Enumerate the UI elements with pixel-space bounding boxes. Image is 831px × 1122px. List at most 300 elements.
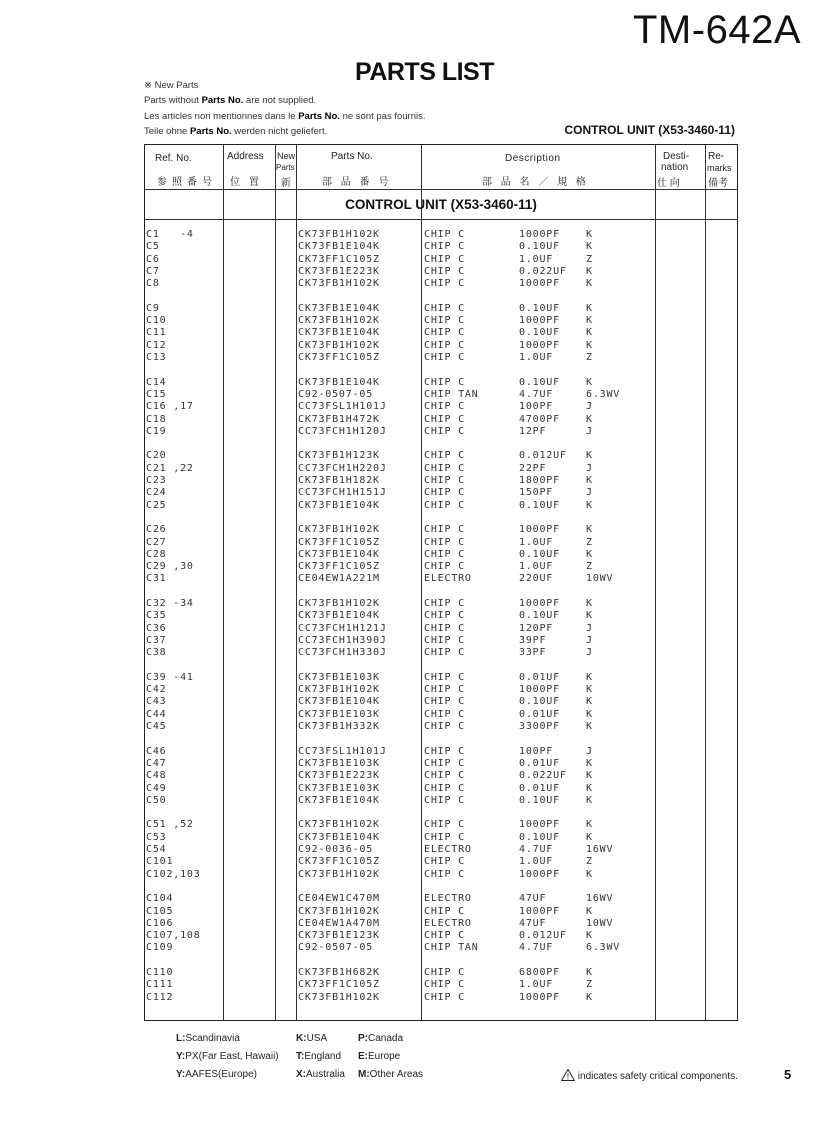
page-number: 5 xyxy=(784,1067,792,1082)
value: 22PF xyxy=(519,462,547,474)
value: 1.0UF xyxy=(519,561,554,573)
ref-no: C107,108 xyxy=(146,930,201,942)
parts-no: CK73FF1C105Z xyxy=(298,536,380,548)
header-remarks: Re- xyxy=(708,151,725,162)
tolerance: J xyxy=(586,462,593,474)
description: CHIP C xyxy=(424,930,465,942)
value: 100PF xyxy=(519,401,554,413)
parts-no: C92-0036-05 xyxy=(298,844,374,855)
value: 220UF xyxy=(519,573,554,585)
col-line-dest xyxy=(655,145,656,1020)
description: CHIP C xyxy=(424,967,465,978)
value: 47UF xyxy=(519,917,547,929)
tolerance: J xyxy=(586,745,593,757)
parts-no: CC73FCH1H120J xyxy=(298,425,387,437)
tolerance: K xyxy=(586,475,593,486)
description: CHIP C xyxy=(424,770,465,782)
ref-no: C11 xyxy=(146,327,167,339)
ref-no: C53 xyxy=(146,831,167,843)
value: 0.01UF xyxy=(519,671,560,683)
ref-no: C18 xyxy=(146,413,167,425)
ref-no: C20 xyxy=(146,450,167,462)
value: 4.7UF xyxy=(519,388,554,400)
header-remarks-2: marks xyxy=(707,163,732,173)
ref-no: C104 xyxy=(146,893,174,905)
header-remarks-jp: 備考 xyxy=(708,178,728,189)
tolerance: K xyxy=(586,819,593,831)
description: CHIP C xyxy=(424,671,465,683)
section-divider xyxy=(145,219,737,220)
tolerance: Z xyxy=(586,253,593,265)
value: 0.01UF xyxy=(519,782,560,794)
value: 1.0UF xyxy=(519,352,554,363)
tolerance: K xyxy=(586,721,593,732)
value: 0.10UF xyxy=(519,696,560,708)
tolerance: K xyxy=(586,229,593,240)
tolerance: K xyxy=(586,265,593,277)
header-destination: Desti- xyxy=(663,151,690,162)
parts-no: CK73FB1H102K xyxy=(298,905,380,917)
tolerance: 10WV xyxy=(586,917,614,929)
parts-no: CK73FB1E104K xyxy=(298,831,380,843)
header-address: Address xyxy=(227,151,264,162)
tolerance: Z xyxy=(586,536,593,548)
ref-no: C29 ,30 xyxy=(146,561,194,573)
ref-no: C6 xyxy=(146,253,160,265)
tolerance: K xyxy=(586,684,593,696)
section-title: CONTROL UNIT (X53-3460-11) xyxy=(345,197,537,212)
description: CHIP C xyxy=(424,757,465,769)
value: 0.10UF xyxy=(519,831,560,843)
ref-no: C10 xyxy=(146,315,167,327)
legend-item: Y:PX(Far East, Hawaii) xyxy=(176,1051,279,1062)
description: ELECTRO xyxy=(424,573,472,585)
tolerance: K xyxy=(586,450,593,462)
value: 1000PF xyxy=(519,315,560,327)
value: 1000PF xyxy=(519,905,560,917)
legend-item: M:Other Areas xyxy=(358,1069,424,1080)
col-line-desc xyxy=(421,145,422,1020)
parts-no: CK73FB1H102K xyxy=(298,524,380,536)
header-address-jp: 位 置 xyxy=(230,177,262,188)
parts-no: CK73FB1H682K xyxy=(298,967,380,978)
tolerance: Z xyxy=(586,979,593,991)
description: CHIP C xyxy=(424,536,465,548)
value: 0.022UF xyxy=(519,265,567,277)
description: CHIP C xyxy=(424,684,465,696)
value: 33PF xyxy=(519,647,547,659)
description: CHIP C xyxy=(424,696,465,708)
col-line-partsno xyxy=(296,145,297,1020)
parts-no: CK73FB1E104K xyxy=(298,794,380,806)
description: CHIP C xyxy=(424,721,465,732)
page-title: PARTS LIST xyxy=(355,58,494,86)
ref-no: C1 -4 xyxy=(146,229,194,240)
description: CHIP C xyxy=(424,610,465,622)
description: CHIP C xyxy=(424,413,465,425)
value: 0.10UF xyxy=(519,610,560,622)
description: CHIP C xyxy=(424,499,465,511)
ref-no: C9 xyxy=(146,302,160,314)
value: 1000PF xyxy=(519,684,560,696)
tolerance: K xyxy=(586,278,593,290)
parts-no: CK73FB1E103K xyxy=(298,708,380,720)
value: 4700PF xyxy=(519,413,560,425)
ref-no: C14 xyxy=(146,376,167,388)
header-new: New xyxy=(277,151,296,161)
description: CHIP C xyxy=(424,991,465,1003)
ref-no: C50 xyxy=(146,794,167,806)
description: CHIP C xyxy=(424,376,465,388)
description: CHIP C xyxy=(424,302,465,314)
ref-no: C51 ,52 xyxy=(146,819,194,831)
value: 12PF xyxy=(519,425,547,437)
description: CHIP C xyxy=(424,794,465,806)
tolerance: K xyxy=(586,671,593,683)
value: 1000PF xyxy=(519,991,560,1003)
ref-no: C36 xyxy=(146,622,167,634)
parts-no: CK73FB1E223K xyxy=(298,770,380,782)
tolerance: J xyxy=(586,634,593,646)
value: 1.0UF xyxy=(519,856,554,868)
note-german: Teile ohne Parts No. werden nicht geliefert. xyxy=(144,125,328,137)
ref-no: C16 ,17 xyxy=(146,401,194,413)
tolerance: K xyxy=(586,930,593,942)
tolerance: K xyxy=(586,315,593,327)
ref-no: C49 xyxy=(146,782,167,794)
parts-no: CE04EW1A221M xyxy=(298,573,380,585)
ref-no: C25 xyxy=(146,499,167,511)
ref-no: C112 xyxy=(146,991,174,1003)
note-english: Parts without Parts No. are not supplied. xyxy=(144,95,317,107)
value: 0.10UF xyxy=(519,302,560,314)
ref-no: C106 xyxy=(146,917,174,929)
ref-no: C26 xyxy=(146,524,167,536)
description: ELECTRO xyxy=(424,844,472,855)
parts-no: CK73FB1E104K xyxy=(298,610,380,622)
ref-no: C31 xyxy=(146,573,167,585)
note-french: Les articles non mentionnes dans le Parts No. ne sont pas fournis. xyxy=(144,110,426,122)
tolerance: K xyxy=(586,757,593,769)
ref-no: C21 ,22 xyxy=(146,462,194,474)
value: 0.01UF xyxy=(519,708,560,720)
tolerance: 6.3WV xyxy=(586,388,621,400)
ref-no: C54 xyxy=(146,844,167,855)
model-number: TM-642A xyxy=(633,8,801,52)
value: 4.7UF xyxy=(519,942,554,954)
header-destination-jp: 仕 向 xyxy=(657,178,680,189)
ref-no: C46 xyxy=(146,745,167,757)
value: 0.10UF xyxy=(519,548,560,560)
value: 1000PF xyxy=(519,868,560,880)
ref-no: C47 xyxy=(146,757,167,769)
value: 1800PF xyxy=(519,475,560,486)
ref-no: C102,103 xyxy=(146,868,201,880)
description: CHIP C xyxy=(424,315,465,327)
description: CHIP C xyxy=(424,462,465,474)
parts-no: CK73FB1E104K xyxy=(298,241,380,253)
value: 47UF xyxy=(519,893,547,905)
description: CHIP C xyxy=(424,831,465,843)
legend-item: L:Scandinavia xyxy=(176,1033,240,1044)
tolerance: K xyxy=(586,696,593,708)
description: CHIP C xyxy=(424,782,465,794)
tolerance: K xyxy=(586,327,593,339)
description: CHIP C xyxy=(424,278,465,290)
value: 1000PF xyxy=(519,598,560,609)
parts-no: CC73FCH1H330J xyxy=(298,647,387,659)
description: CHIP C xyxy=(424,634,465,646)
parts-no: CK73FF1C105Z xyxy=(298,561,380,573)
header-description: Description xyxy=(505,153,561,164)
description: CHIP C xyxy=(424,339,465,351)
parts-no: CK73FB1E104K xyxy=(298,548,380,560)
parts-no: CK73FF1C105Z xyxy=(298,253,380,265)
description: CHIP C xyxy=(424,352,465,363)
value: 1.0UF xyxy=(519,979,554,991)
parts-no: C92-0507-05 xyxy=(298,942,374,954)
value: 0.10UF xyxy=(519,376,560,388)
ref-no: C32 -34 xyxy=(146,598,194,609)
value: 1000PF xyxy=(519,524,560,536)
ref-no: C28 xyxy=(146,548,167,560)
value: 0.012UF xyxy=(519,930,567,942)
ref-no: C105 xyxy=(146,905,174,917)
description: CHIP C xyxy=(424,265,465,277)
legend-item: E:Europe xyxy=(358,1051,401,1062)
description: CHIP TAN xyxy=(424,388,479,400)
legend-item: X:Australia xyxy=(296,1069,345,1080)
col-line-remarks xyxy=(705,145,706,1020)
legend-item: K:USA xyxy=(296,1033,328,1044)
tolerance: K xyxy=(586,499,593,511)
new-parts-note: ※ New Parts xyxy=(144,80,199,91)
tolerance: K xyxy=(586,548,593,560)
ref-no: C45 xyxy=(146,721,167,732)
parts-notes xyxy=(144,78,426,139)
tolerance: K xyxy=(586,610,593,622)
parts-no: CK73FB1H102K xyxy=(298,229,380,240)
description: CHIP C xyxy=(424,708,465,720)
value: 0.10UF xyxy=(519,241,560,253)
value: 1.0UF xyxy=(519,536,554,548)
ref-no: C13 xyxy=(146,352,167,363)
parts-no: CK73FF1C105Z xyxy=(298,856,380,868)
ref-no: C111 xyxy=(146,979,174,991)
parts-no: CK73FB1E223K xyxy=(298,265,380,277)
tolerance: K xyxy=(586,905,593,917)
description: CHIP C xyxy=(424,548,465,560)
value: 150PF xyxy=(519,487,554,499)
parts-no: CK73FB1E104K xyxy=(298,376,380,388)
ref-no: C110 xyxy=(146,967,174,978)
description: CHIP C xyxy=(424,561,465,573)
ref-no: C35 xyxy=(146,610,167,622)
tolerance: K xyxy=(586,524,593,536)
parts-no: CK73FF1C105Z xyxy=(298,352,380,363)
ref-no: C109 xyxy=(146,942,174,954)
parts-no: CK73FB1E103K xyxy=(298,671,380,683)
value: 0.022UF xyxy=(519,770,567,782)
description: CHIP C xyxy=(424,979,465,991)
ref-no: C12 xyxy=(146,339,167,351)
parts-no: CC73FCH1H390J xyxy=(298,634,387,646)
ref-no: C19 xyxy=(146,425,167,437)
value: 1000PF xyxy=(519,339,560,351)
description: CHIP C xyxy=(424,647,465,659)
header-ref-jp: 参照番号 xyxy=(157,177,217,188)
value: 0.10UF xyxy=(519,327,560,339)
parts-no: CK73FB1E104K xyxy=(298,302,380,314)
value: 0.01UF xyxy=(519,757,560,769)
description: CHIP TAN xyxy=(424,942,479,954)
parts-no: CK73FB1H102K xyxy=(298,598,380,609)
ref-no: C7 xyxy=(146,265,160,277)
ref-no: C15 xyxy=(146,388,167,400)
description: CHIP C xyxy=(424,425,465,437)
parts-no: CK73FB1H332K xyxy=(298,721,380,732)
value: 100PF xyxy=(519,745,554,757)
tolerance: K xyxy=(586,991,593,1003)
header-parts-no-jp: 部 品 番 号 xyxy=(322,177,392,188)
description: CHIP C xyxy=(424,598,465,609)
legend-item: Y:AAFES(Europe) xyxy=(176,1069,257,1080)
description: CHIP C xyxy=(424,905,465,917)
parts-no: C92-0507-05 xyxy=(298,388,374,400)
parts-no: CC73FSL1H101J xyxy=(298,401,387,413)
ref-no: C8 xyxy=(146,278,160,290)
col-line-address xyxy=(223,145,224,1020)
parts-no: CC73FCH1H220J xyxy=(298,462,387,474)
tolerance: J xyxy=(586,647,593,659)
safety-note: ! indicates safety critical components. xyxy=(561,1069,738,1082)
description: CHIP C xyxy=(424,524,465,536)
tolerance: K xyxy=(586,782,593,794)
value: 0.10UF xyxy=(519,499,560,511)
ref-no: C48 xyxy=(146,770,167,782)
unit-label: CONTROL UNIT (X53-3460-11) xyxy=(564,123,735,137)
description: CHIP C xyxy=(424,868,465,880)
tolerance: Z xyxy=(586,561,593,573)
tolerance: K xyxy=(586,241,593,253)
parts-no: CC73FSL1H101J xyxy=(298,745,387,757)
ref-no: C39 -41 xyxy=(146,671,194,683)
ref-no: C23 xyxy=(146,475,167,486)
tolerance: J xyxy=(586,401,593,413)
description: CHIP C xyxy=(424,745,465,757)
header-new-parts: Parts xyxy=(276,163,295,172)
value: 4.7UF xyxy=(519,844,554,855)
tolerance: K xyxy=(586,967,593,978)
parts-no: CK73FB1E104K xyxy=(298,696,380,708)
tolerance: K xyxy=(586,770,593,782)
parts-no: CK73FB1H182K xyxy=(298,475,380,486)
ref-no: C43 xyxy=(146,696,167,708)
parts-no: CK73FB1H102K xyxy=(298,339,380,351)
parts-no: CK73FB1H102K xyxy=(298,868,380,880)
ref-no: C5 xyxy=(146,241,160,253)
header-ref: Ref. No. xyxy=(155,153,192,164)
parts-no: CK73FB1H472K xyxy=(298,413,380,425)
description: CHIP C xyxy=(424,327,465,339)
parts-no: CK73FB1E123K xyxy=(298,930,380,942)
tolerance: K xyxy=(586,794,593,806)
parts-no: CK73FF1C105Z xyxy=(298,979,380,991)
header-new-jp: 新 xyxy=(281,178,291,189)
parts-no: CK73FB1H123K xyxy=(298,450,380,462)
value: 1000PF xyxy=(519,278,560,290)
tolerance: K xyxy=(586,339,593,351)
tolerance: 10WV xyxy=(586,573,614,585)
parts-no: CK73FB1E103K xyxy=(298,757,380,769)
warning-triangle-icon xyxy=(561,1069,575,1081)
tolerance: Z xyxy=(586,856,593,868)
parts-table xyxy=(144,144,738,1021)
ref-no: C101 xyxy=(146,856,174,868)
parts-no: CK73FB1H102K xyxy=(298,278,380,290)
parts-no: CE04EW1C470M xyxy=(298,893,380,905)
value: 6800PF xyxy=(519,967,560,978)
parts-no: CK73FB1H102K xyxy=(298,684,380,696)
tolerance: K xyxy=(586,302,593,314)
tolerance: Z xyxy=(586,352,593,363)
tolerance: K xyxy=(586,708,593,720)
description: CHIP C xyxy=(424,241,465,253)
description: CHIP C xyxy=(424,622,465,634)
header-destination-2: nation xyxy=(661,162,689,173)
ref-no: C37 xyxy=(146,634,167,646)
legend-item: T:England xyxy=(296,1051,342,1062)
legend-item: P:Canada xyxy=(358,1033,404,1044)
value: 120PF xyxy=(519,622,554,634)
ref-no: C38 xyxy=(146,647,167,659)
value: 39PF xyxy=(519,634,547,646)
ref-no: C44 xyxy=(146,708,167,720)
description: CHIP C xyxy=(424,856,465,868)
tolerance: J xyxy=(586,425,593,437)
tolerance: 16WV xyxy=(586,844,614,855)
description: ELECTRO xyxy=(424,893,472,905)
tolerance: K xyxy=(586,376,593,388)
description: CHIP C xyxy=(424,475,465,486)
parts-no: CC73FCH1H151J xyxy=(298,487,387,499)
tolerance: J xyxy=(586,622,593,634)
description: CHIP C xyxy=(424,229,465,240)
description: CHIP C xyxy=(424,401,465,413)
description: CHIP C xyxy=(424,450,465,462)
header-divider xyxy=(145,189,737,190)
tolerance: 6.3WV xyxy=(586,942,621,954)
parts-no: CK73FB1E104K xyxy=(298,327,380,339)
col-line-new xyxy=(275,145,276,1020)
ref-no: C42 xyxy=(146,684,167,696)
parts-no: CK73FB1H102K xyxy=(298,819,380,831)
svg-text:!: ! xyxy=(566,1072,570,1081)
ref-no: C27 xyxy=(146,536,167,548)
tolerance: K xyxy=(586,831,593,843)
value: 0.10UF xyxy=(519,794,560,806)
tolerance: 16WV xyxy=(586,893,614,905)
tolerance: K xyxy=(586,868,593,880)
header-parts-no: Parts No. xyxy=(331,151,373,162)
parts-no: CK73FB1H102K xyxy=(298,991,380,1003)
ref-no: C24 xyxy=(146,487,167,499)
tolerance: K xyxy=(586,598,593,609)
description: ELECTRO xyxy=(424,917,472,929)
parts-no: CK73FB1E104K xyxy=(298,499,380,511)
description: CHIP C xyxy=(424,253,465,265)
header-description-jp: 部 品 名 ／ 規 格 xyxy=(482,177,589,188)
